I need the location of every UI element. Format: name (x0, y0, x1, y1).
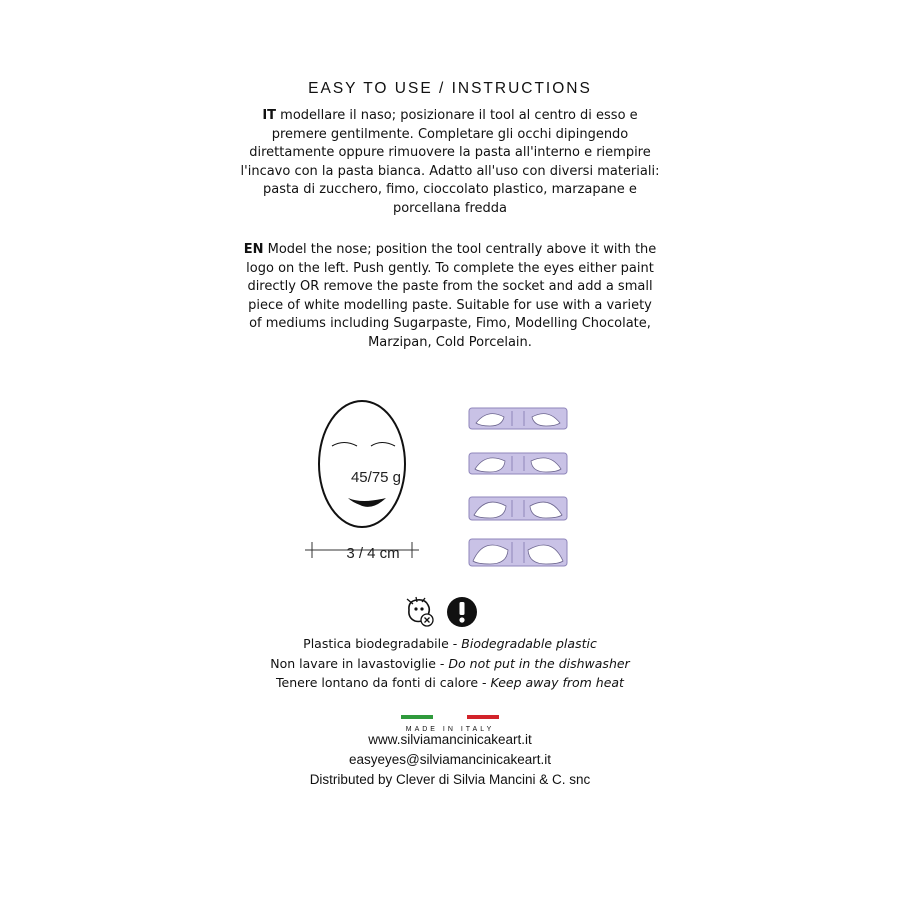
made-in-italy-text: MADE IN ITALY (405, 726, 495, 733)
instructions-italian (240, 107, 660, 219)
note-heat-it: Tenere lontano da fonti di calore - (276, 675, 491, 690)
italian-flag-icon (401, 713, 499, 721)
email-link[interactable]: easyeyes@silviamancinicakeart.it (348, 752, 552, 767)
distributor-text: Distributed by Clever di Silvia Mancini & C. snc (309, 772, 591, 787)
note-heat (0, 673, 900, 693)
language-code-it: IT (262, 108, 277, 123)
weight-label: 45/75 g (350, 469, 402, 486)
eye-tool-extra-large (468, 537, 570, 569)
note-dishwasher-en: Do not put in the dishwasher (448, 655, 630, 671)
note-biodegradable-it: Plastica biodegradabile - (303, 636, 462, 651)
note-biodegradable-en: Biodegradable plastic (461, 636, 597, 651)
eye-tool-medium (468, 451, 570, 477)
eye-tool-small (468, 406, 570, 432)
flag-red-bar (467, 715, 499, 719)
size-label: 3 / 4 cm (346, 545, 400, 562)
note-dishwasher (0, 654, 900, 674)
flag-green-bar (401, 715, 433, 719)
language-code-en: EN (243, 242, 264, 257)
note-heat-en: Keep away from heat (490, 675, 624, 690)
website-link[interactable]: www.silviamancinicakeart.it (368, 732, 532, 747)
note-biodegradable (0, 634, 900, 654)
instructions-it-text: modellare il naso; posizionare il tool al centro di esso e premere gentilmente. Completare gli occhi dipingendo direttamente oppure rimuovere la pasta all'interno e riempire l'incavo con la pasta bianca. Adatto all'uso con diversi materiali: pasta di zucchero, fimo, cioccolato plastico, marzapane e porcellana fredda (240, 108, 660, 216)
made-in-italy-badge (0, 706, 900, 733)
no-dishwasher-icon (403, 596, 437, 628)
page-title: EASY TO USE / INSTRUCTIONS (308, 80, 592, 97)
care-notes (0, 634, 900, 693)
warning-icon (446, 596, 478, 628)
instructions-en-text: Model the nose; position the tool centrally above it with the logo on the left. Push gently. To complete the eyes either paint directly OR remove the paste from the socket and add a small piece of white modelling paste. Suitable for use with a variety of mediums including Sugarpaste, Fimo, Modelling Chocolate, Marzipan, Cold Porcelain. (246, 242, 657, 350)
instructions-english (240, 241, 660, 353)
eye-tool-large (468, 495, 570, 523)
note-dishwasher-it: Non lavare in lavastoviglie - (270, 655, 449, 671)
